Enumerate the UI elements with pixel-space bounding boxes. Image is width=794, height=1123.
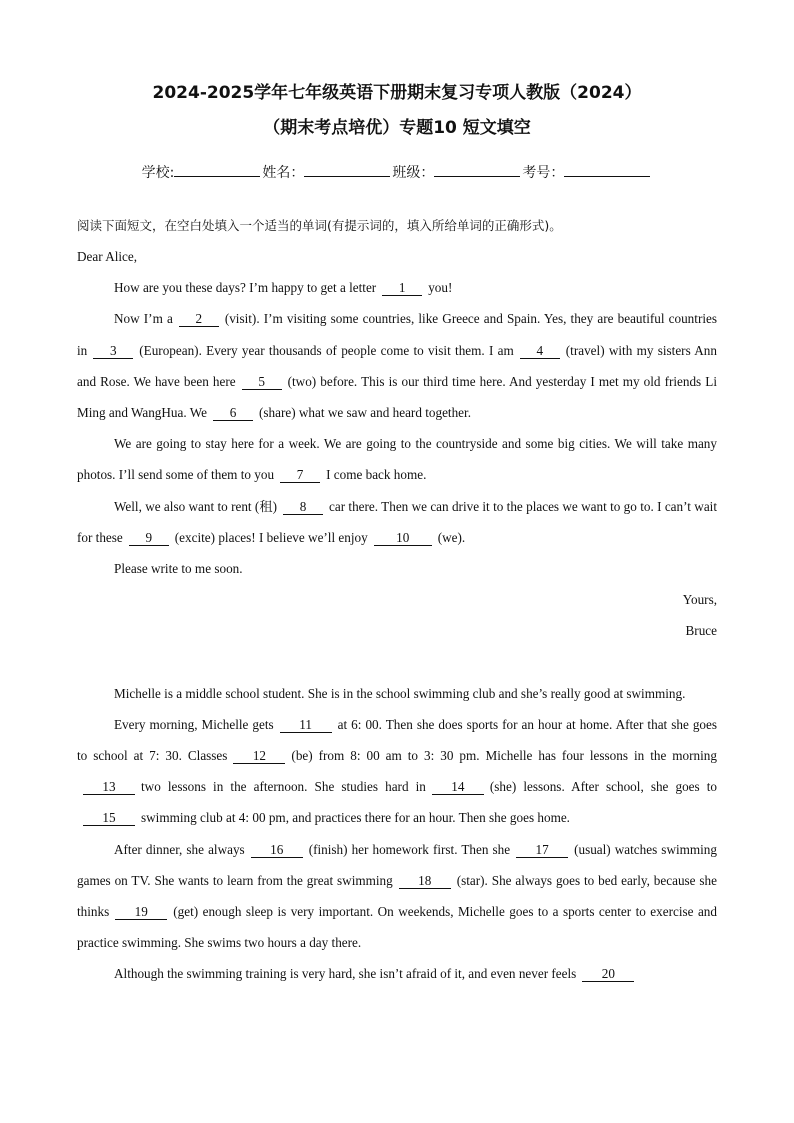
text-span: you! [428, 280, 453, 296]
text-span: (get) enough sleep is very important. On weekends, Michelle goes to a sports center to exercise and practice swimming. She swims two hours a day there. [77, 904, 717, 951]
blank-14[interactable]: 14 [432, 779, 484, 795]
text-span: Well, we also want to rent (租) [114, 498, 277, 514]
page-subtitle: （期末考点培优）专题10 短文填空 [263, 118, 531, 138]
text-span: We are going to stay here for a week. We are going to the countryside and some big cities. We will take many photos. I’ll send some of them to you [77, 436, 717, 483]
page-title: 2024-2025学年七年级英语下册期末复习专项人教版（2024） [152, 83, 642, 103]
blank-7[interactable]: 7 [280, 467, 320, 483]
class-field[interactable] [434, 162, 520, 177]
blank-2[interactable]: 2 [179, 311, 219, 327]
blank-11[interactable]: 11 [280, 717, 332, 733]
text-span: How are you these days? I’m happy to get a letter [114, 280, 377, 296]
blank-19[interactable]: 19 [115, 904, 167, 920]
passage2-paragraph-1: Michelle is a middle school student. She is in the school swimming club and she’s really good at swimming. [114, 685, 686, 701]
text-span: (European). Every year thousands of people come to visit them. I am [139, 342, 514, 358]
instructions: 阅读下面短文，在空白处填入一个适当的单词(有提示词的，填入所给单词的正确形式)。 [77, 218, 562, 233]
section-spacer [77, 647, 717, 678]
text-span: two lessons in the afternoon. She studies hard in [141, 779, 426, 795]
exam-no-label: 考号： [522, 165, 565, 181]
text-span: (we). [437, 529, 466, 545]
letter-paragraph-4 [77, 491, 717, 553]
text-span: I come back home. [326, 467, 427, 483]
text-span: (excite) places! I believe we’ll enjoy [174, 529, 368, 545]
text-span: (usual) watches swimming games on TV. She wants to learn from the great swimming [77, 841, 717, 888]
blank-6[interactable]: 6 [213, 405, 253, 421]
letter-paragraph-5: Please write to me soon. [114, 561, 243, 577]
text-span: Every morning, Michelle gets [114, 716, 274, 732]
blank-8[interactable]: 8 [283, 499, 323, 515]
text-span: (she) lessons. After school, she goes to [489, 779, 718, 795]
class-label: 班级： [392, 165, 435, 181]
letter-greeting: Dear Alice, [77, 249, 138, 264]
text-span: car there. Then we can drive it to the places we want to go to. I can’t wait for these [77, 498, 717, 545]
blank-17[interactable]: 17 [516, 842, 568, 858]
school-field[interactable] [174, 162, 260, 177]
blank-15[interactable]: 15 [83, 810, 135, 826]
passage2-paragraph-3 [77, 834, 717, 959]
text-span: (share) what we saw and heard together. [258, 405, 471, 421]
worksheet-page [77, 82, 717, 990]
name-label: 姓名： [262, 165, 305, 181]
blank-20[interactable]: 20 [582, 966, 634, 982]
text-span: Now I’m a [114, 311, 173, 327]
passage2-paragraph-4 [77, 958, 717, 989]
letter-paragraph-1 [77, 272, 717, 303]
letter-signature: Bruce [685, 623, 717, 639]
blank-12[interactable]: 12 [233, 748, 285, 764]
blank-3[interactable]: 3 [93, 343, 133, 359]
text-span: (finish) her homework first. Then she [308, 841, 511, 857]
blank-13[interactable]: 13 [83, 779, 135, 795]
blank-5[interactable]: 5 [242, 374, 282, 390]
text-span: swimming club at 4: 00 pm, and practices there for an hour. Then she goes home. [141, 810, 570, 826]
text-span: (two) before. This is our third time here. And yesterday I met my old friends Li Ming and WangHua. We [77, 373, 717, 421]
text-span: Although the swimming training is very hard, she isn’t afraid of it, and even never feels [114, 966, 577, 982]
blank-10[interactable]: 10 [374, 530, 432, 546]
blank-18[interactable]: 18 [399, 873, 451, 889]
text-span: (travel) with my sisters Ann and Rose. We have been here [77, 342, 717, 389]
letter-closing: Yours, [682, 592, 717, 608]
text-span: (be) from 8: 00 am to 3: 30 pm. Michelle has four lessons in the morning [291, 748, 717, 764]
passage2-paragraph-2 [77, 709, 717, 834]
text-span: (visit). I’m visiting some countries, like Greece and Spain. Yes, they are beautiful countries in [77, 311, 717, 358]
blank-9[interactable]: 9 [129, 530, 169, 546]
blank-16[interactable]: 16 [251, 842, 303, 858]
letter-paragraph-3 [77, 428, 717, 490]
exam-no-field[interactable] [564, 162, 650, 177]
blank-4[interactable]: 4 [520, 343, 560, 359]
letter-paragraph-2 [77, 303, 717, 428]
text-span: at 6: 00. Then she does sports for an hour at home. After that she goes to school at 7: 30. Classes [77, 716, 717, 764]
text-span: After dinner, she always [114, 841, 245, 857]
student-info-row [77, 162, 717, 183]
blank-1[interactable]: 1 [382, 280, 422, 296]
school-label: 学校: [141, 165, 175, 181]
name-field[interactable] [304, 162, 390, 177]
text-span: (star). She always goes to bed early, because she thinks [77, 872, 718, 920]
